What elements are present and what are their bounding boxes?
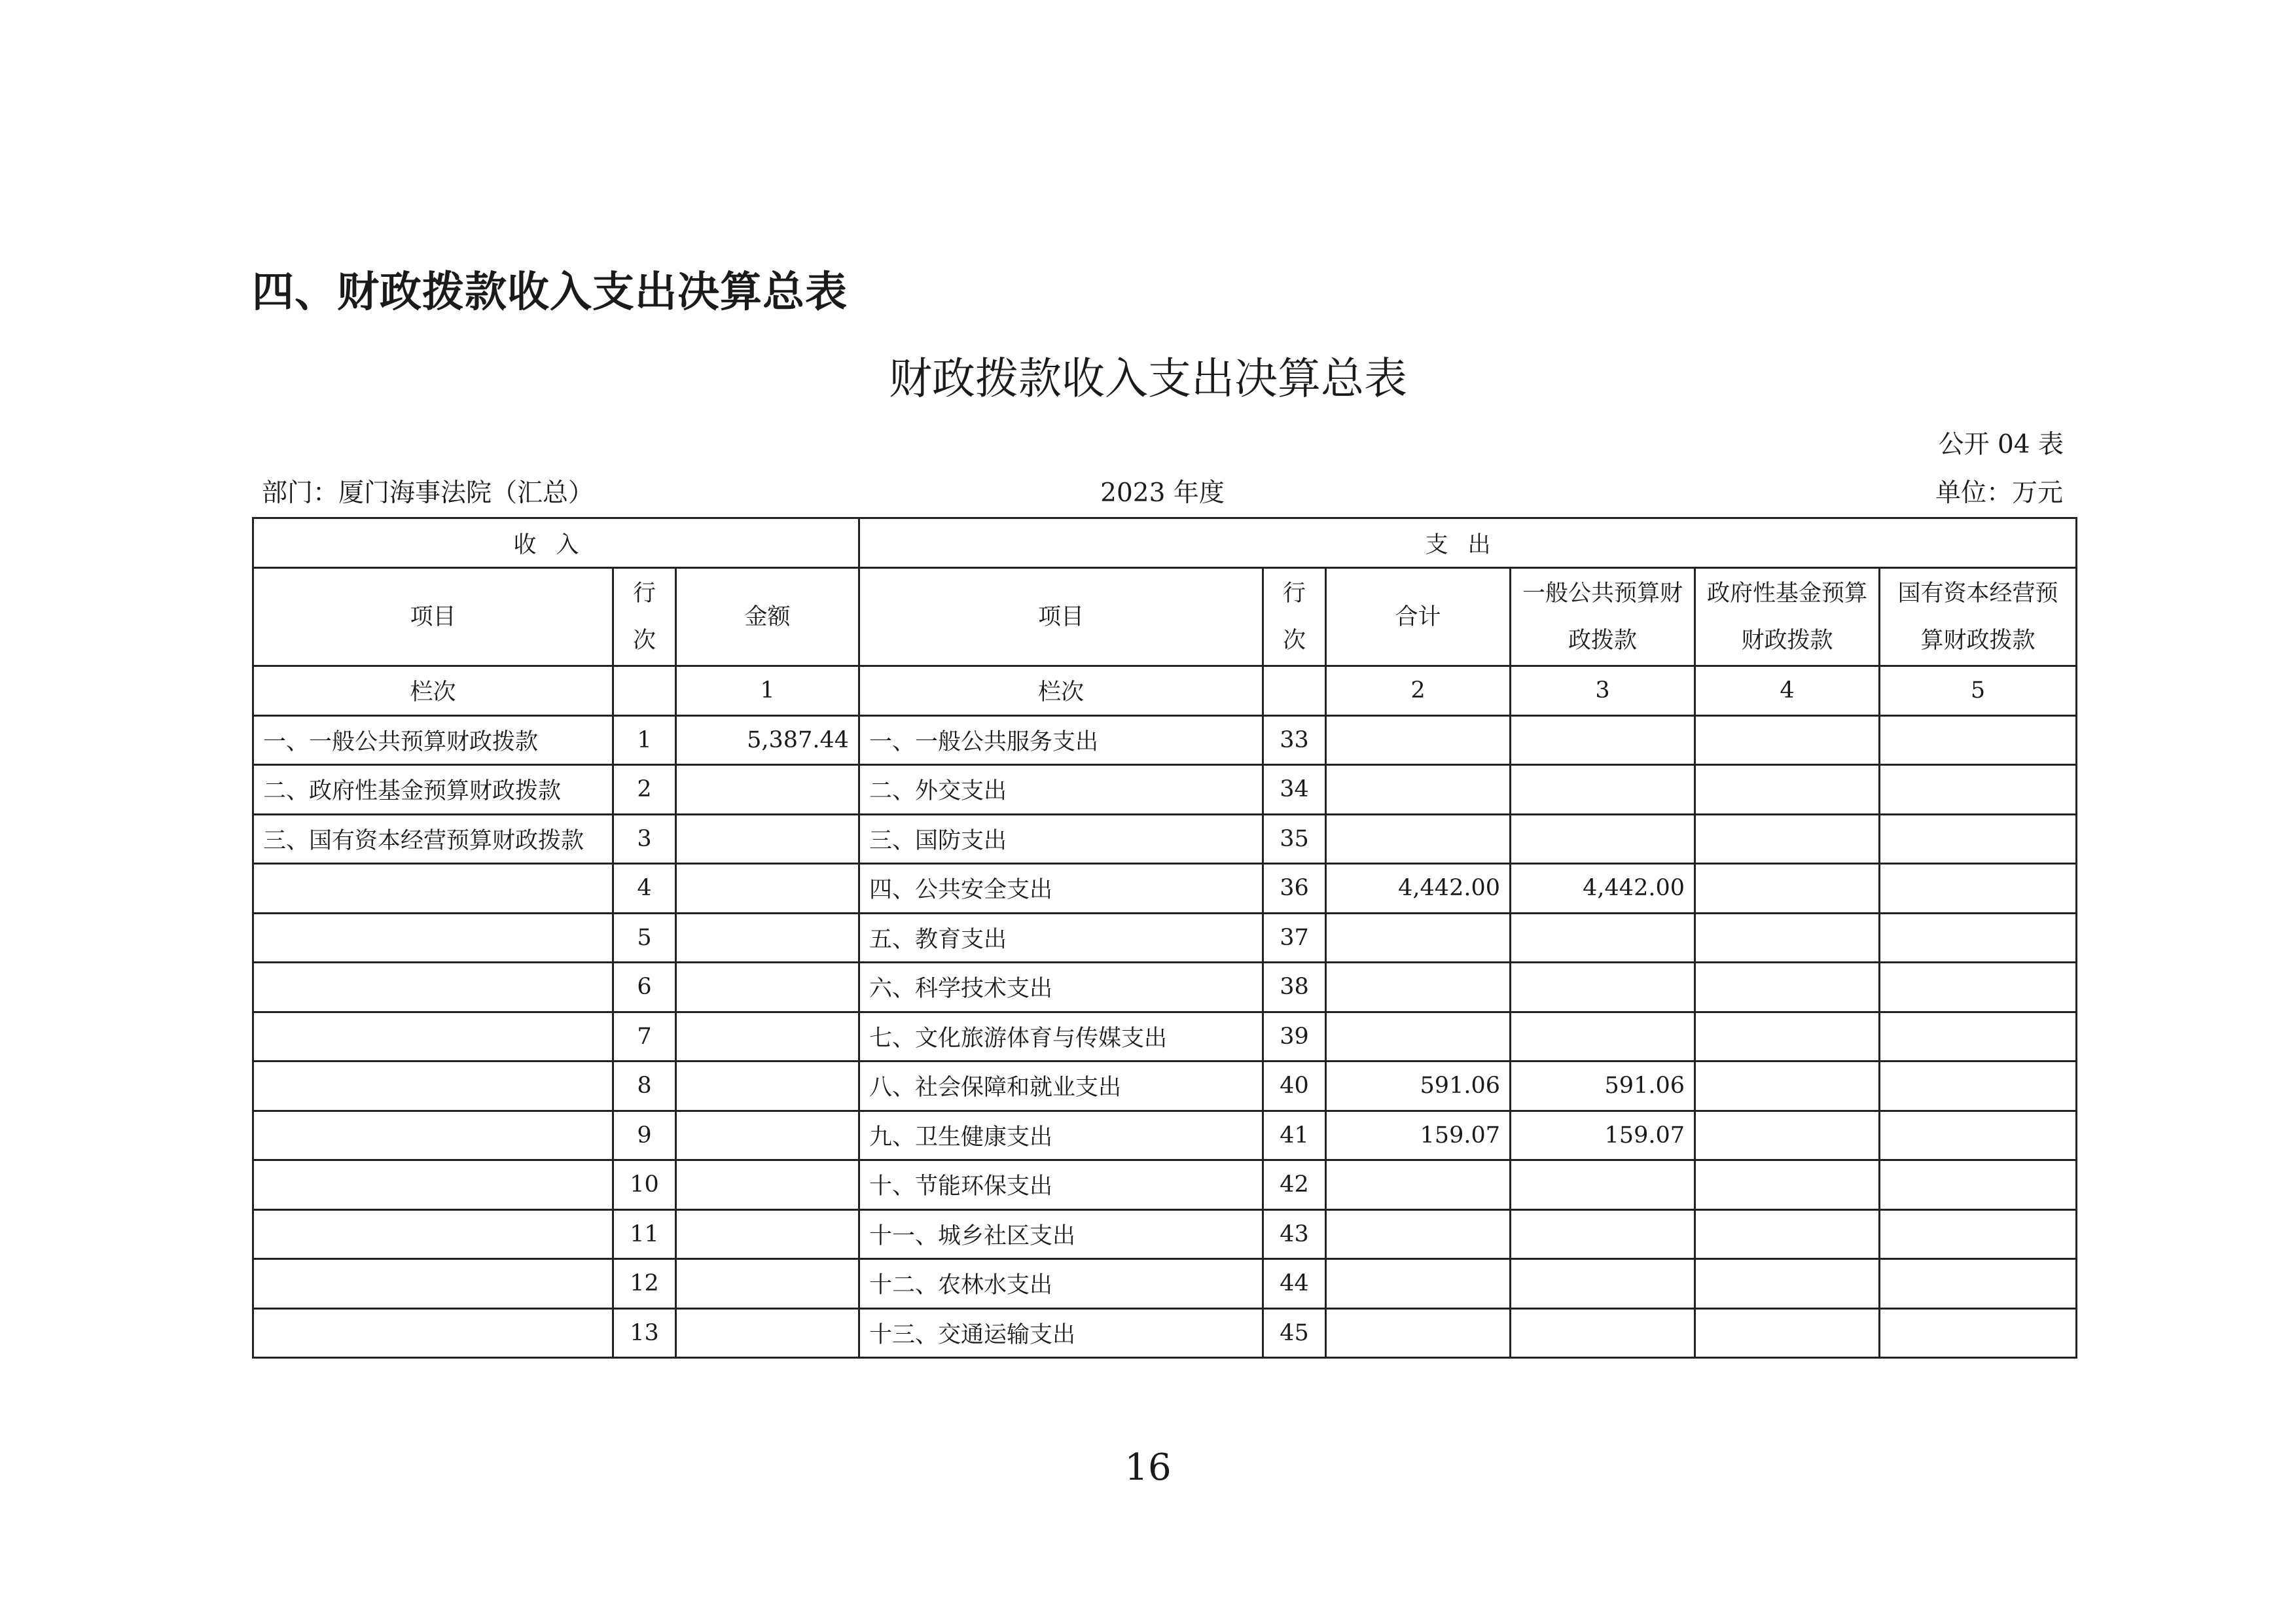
page-number: 16: [1124, 1446, 1172, 1489]
general-budget-cell: 591.06: [1511, 1061, 1695, 1111]
gov-fund-cell: [1695, 1259, 1880, 1309]
gov-fund-cell: [1695, 1111, 1880, 1160]
general-budget-cell: [1511, 715, 1695, 765]
table-row: [253, 1308, 2077, 1358]
group-header-row: [253, 518, 2077, 568]
total-cell: 4,442.00: [1326, 864, 1511, 914]
table-row: [253, 1061, 2077, 1111]
expense-item-cell: 一、一般公共服务支出: [859, 715, 1263, 765]
expense-line-cell: 39: [1263, 1012, 1326, 1061]
expense-line-cell: 43: [1263, 1209, 1326, 1259]
expense-item-cell: 七、文化旅游体育与传媒支出: [859, 1012, 1263, 1061]
state-capital-cell: [1880, 1308, 2077, 1358]
total-cell: [1326, 963, 1511, 1012]
expense-item-cell: 五、教育支出: [859, 913, 1263, 963]
expense-item-cell: 六、科学技术支出: [859, 963, 1263, 1012]
general-budget-cell: [1511, 765, 1695, 815]
expense-line-cell: 35: [1263, 814, 1326, 864]
state-capital-cell: [1880, 963, 2077, 1012]
general-budget-cell: 159.07: [1511, 1111, 1695, 1160]
total-cell: [1326, 1259, 1511, 1309]
expense-item-cell: 三、国防支出: [859, 814, 1263, 864]
gov-fund-cell: [1695, 1308, 1880, 1358]
state-capital-cell: [1880, 715, 2077, 765]
expense-item-header: 项目: [859, 568, 1263, 666]
income-amount-cell: 5,387.44: [676, 715, 859, 765]
total-header: 合计: [1326, 568, 1511, 666]
income-line-cell: 6: [613, 963, 676, 1012]
income-column-label: 栏次: [253, 666, 613, 716]
expense-group-header: 支出: [859, 518, 2077, 568]
gov-fund-header: 政府性基金预算财政拨款: [1695, 568, 1880, 666]
income-line-cell: 4: [613, 864, 676, 914]
state-capital-column-number: 5: [1880, 666, 2077, 716]
expense-item-cell: 九、卫生健康支出: [859, 1111, 1263, 1160]
income-line-cell: 11: [613, 1209, 676, 1259]
general-budget-cell: [1511, 913, 1695, 963]
total-cell: [1326, 765, 1511, 815]
gov-fund-cell: [1695, 1012, 1880, 1061]
expense-line-cell: 45: [1263, 1308, 1326, 1358]
general-budget-cell: [1511, 963, 1695, 1012]
gov-fund-cell: [1695, 715, 1880, 765]
income-amount-cell: [676, 1061, 859, 1111]
expense-line-number-blank: [1263, 666, 1326, 716]
general-column-number: 3: [1511, 666, 1695, 716]
general-budget-cell: [1511, 1308, 1695, 1358]
expense-item-cell: 十、节能环保支出: [859, 1160, 1263, 1210]
total-cell: [1326, 1209, 1511, 1259]
income-amount-cell: [676, 1160, 859, 1210]
expense-line-cell: 40: [1263, 1061, 1326, 1111]
fiscal-year: 2023 年度: [1100, 478, 1225, 508]
state-capital-header: 国有资本经营预算财政拨款: [1880, 568, 2077, 666]
income-amount-header: 金额: [676, 568, 859, 666]
income-item-cell: [253, 1061, 613, 1111]
table-row: [253, 1259, 2077, 1309]
expense-line-cell: 34: [1263, 765, 1326, 815]
table-body: [253, 715, 2077, 1358]
income-amount-cell: [676, 1259, 859, 1309]
gov-fund-cell: [1695, 765, 1880, 815]
table-row: [253, 814, 2077, 864]
income-column-number: 1: [676, 666, 859, 716]
section-heading: 四、财政拨款收入支出决算总表: [252, 268, 848, 317]
expense-column-label: 栏次: [859, 666, 1263, 716]
income-amount-cell: [676, 913, 859, 963]
expense-line-cell: 33: [1263, 715, 1326, 765]
income-line-number-blank: [613, 666, 676, 716]
state-capital-cell: [1880, 1061, 2077, 1111]
income-item-cell: 三、国有资本经营预算财政拨款: [253, 814, 613, 864]
expense-line-cell: 38: [1263, 963, 1326, 1012]
gov-fund-cell: [1695, 1160, 1880, 1210]
general-budget-cell: [1511, 1160, 1695, 1210]
total-cell: [1326, 1012, 1511, 1061]
income-amount-cell: [676, 814, 859, 864]
total-cell: [1326, 913, 1511, 963]
table-row: [253, 1111, 2077, 1160]
table-row: [253, 963, 2077, 1012]
table-row: [253, 1209, 2077, 1259]
income-item-cell: 二、政府性基金预算财政拨款: [253, 765, 613, 815]
total-column-number: 2: [1326, 666, 1511, 716]
column-number-row: [253, 666, 2077, 716]
income-item-cell: 一、一般公共预算财政拨款: [253, 715, 613, 765]
table-row: [253, 1160, 2077, 1210]
fiscal-summary-table: [252, 517, 2077, 1359]
income-line-cell: 2: [613, 765, 676, 815]
expense-line-cell: 36: [1263, 864, 1326, 914]
expense-item-cell: 十一、城乡社区支出: [859, 1209, 1263, 1259]
column-header-row: [253, 568, 2077, 666]
form-code: 公开 04 表: [1938, 430, 2064, 459]
income-line-cell: 7: [613, 1012, 676, 1061]
meta-row: [262, 473, 2063, 509]
state-capital-cell: [1880, 913, 2077, 963]
gov-fund-cell: [1695, 913, 1880, 963]
income-item-cell: [253, 864, 613, 914]
income-line-cell: 13: [613, 1308, 676, 1358]
income-line-cell: 10: [613, 1160, 676, 1210]
income-amount-cell: [676, 765, 859, 815]
income-item-cell: [253, 1209, 613, 1259]
state-capital-cell: [1880, 814, 2077, 864]
income-amount-cell: [676, 1209, 859, 1259]
income-line-cell: 8: [613, 1061, 676, 1111]
unit-label: 单位：万元: [1935, 478, 2063, 508]
expense-line-cell: 37: [1263, 913, 1326, 963]
total-cell: 159.07: [1326, 1111, 1511, 1160]
general-budget-cell: [1511, 1012, 1695, 1061]
income-group-header: 收入: [253, 518, 859, 568]
expense-item-cell: 八、社会保障和就业支出: [859, 1061, 1263, 1111]
table-row: [253, 913, 2077, 963]
state-capital-cell: [1880, 1160, 2077, 1210]
income-item-header: 项目: [253, 568, 613, 666]
gov-fund-cell: [1695, 1061, 1880, 1111]
income-amount-cell: [676, 1111, 859, 1160]
general-budget-cell: [1511, 1259, 1695, 1309]
total-cell: [1326, 715, 1511, 765]
general-budget-cell: [1511, 1209, 1695, 1259]
state-capital-cell: [1880, 1209, 2077, 1259]
gov-fund-cell: [1695, 963, 1880, 1012]
state-capital-cell: [1880, 1111, 2077, 1160]
expense-line-cell: 42: [1263, 1160, 1326, 1210]
gov-fund-cell: [1695, 864, 1880, 914]
income-item-cell: [253, 1308, 613, 1358]
income-item-cell: [253, 1160, 613, 1210]
expense-item-cell: 十二、农林水支出: [859, 1259, 1263, 1309]
total-cell: [1326, 814, 1511, 864]
table-row: [253, 715, 2077, 765]
gov-fund-column-number: 4: [1695, 666, 1880, 716]
expense-line-cell: 44: [1263, 1259, 1326, 1309]
table-row: [253, 1012, 2077, 1061]
income-amount-cell: [676, 864, 859, 914]
department-label: 部门：厦门海事法院（汇总）: [262, 478, 594, 508]
expense-line-cell: 41: [1263, 1111, 1326, 1160]
income-line-cell: 3: [613, 814, 676, 864]
income-line-cell: 5: [613, 913, 676, 963]
expense-item-cell: 四、公共安全支出: [859, 864, 1263, 914]
general-budget-cell: 4,442.00: [1511, 864, 1695, 914]
income-item-cell: [253, 1111, 613, 1160]
income-line-cell: 9: [613, 1111, 676, 1160]
income-line-header: 行次: [613, 568, 676, 666]
state-capital-cell: [1880, 1259, 2077, 1309]
total-cell: [1326, 1160, 1511, 1210]
total-cell: 591.06: [1326, 1061, 1511, 1111]
income-amount-cell: [676, 1012, 859, 1061]
gov-fund-cell: [1695, 1209, 1880, 1259]
income-line-cell: 12: [613, 1259, 676, 1309]
table-row: [253, 864, 2077, 914]
state-capital-cell: [1880, 765, 2077, 815]
income-item-cell: [253, 1012, 613, 1061]
income-item-cell: [253, 1259, 613, 1309]
income-item-cell: [253, 913, 613, 963]
total-cell: [1326, 1308, 1511, 1358]
expense-line-header: 行次: [1263, 568, 1326, 666]
income-line-cell: 1: [613, 715, 676, 765]
table-row: [253, 765, 2077, 815]
expense-item-cell: 二、外交支出: [859, 765, 1263, 815]
document-title: 财政拨款收入支出决算总表: [889, 353, 1407, 404]
income-amount-cell: [676, 963, 859, 1012]
state-capital-cell: [1880, 864, 2077, 914]
income-item-cell: [253, 963, 613, 1012]
general-budget-header: 一般公共预算财政拨款: [1511, 568, 1695, 666]
gov-fund-cell: [1695, 814, 1880, 864]
income-amount-cell: [676, 1308, 859, 1358]
state-capital-cell: [1880, 1012, 2077, 1061]
general-budget-cell: [1511, 814, 1695, 864]
expense-item-cell: 十三、交通运输支出: [859, 1308, 1263, 1358]
